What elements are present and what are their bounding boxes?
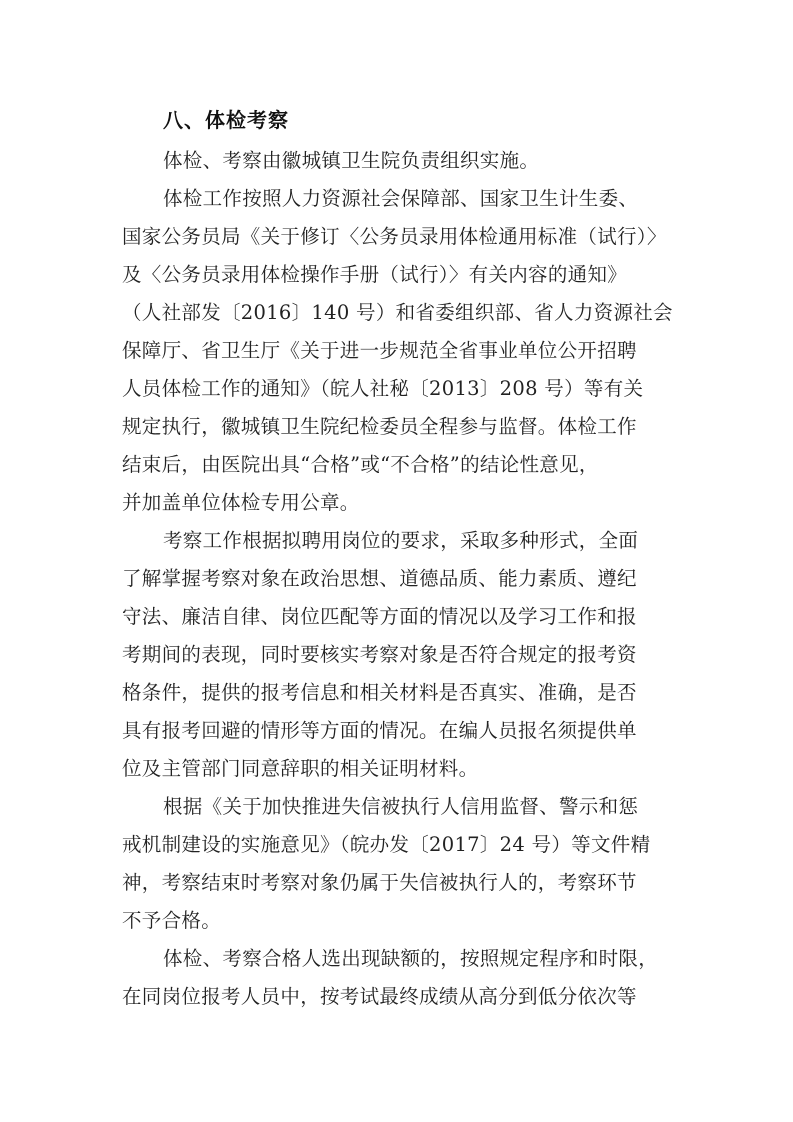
section-heading: 八、体检考察 xyxy=(163,108,289,132)
paragraph-line: 在同岗位报考人员中，按考试最终成绩从高分到低分依次等 xyxy=(122,985,637,1008)
paragraph-line: 位及主管部门同意辞职的相关证明材料。 xyxy=(122,757,479,780)
paragraph-line: 神，考察结束时考察对象仍属于失信被执行人的，考察环节 xyxy=(122,871,637,894)
paragraph-line: 了解掌握考察对象在政治思想、道德品质、能力素质、遵纪 xyxy=(122,567,637,590)
paragraph-line: 戒机制建设的实施意见》（皖办发〔2017〕24 号）等文件精 xyxy=(122,833,651,856)
paragraph-line: 体检、考察合格人选出现缺额的，按照规定程序和时限， xyxy=(163,947,659,970)
paragraph-line: 国家公务员局《关于修订〈公务员录用体检通用标准（试行）〉 xyxy=(122,225,667,248)
paragraph-line: 具有报考回避的情形等方面的情况。在编人员报名须提供单 xyxy=(122,719,637,742)
paragraph-line: 考察工作根据拟聘用岗位的要求，采取多种形式，全面 xyxy=(163,529,639,552)
paragraph-line: 不予合格。 xyxy=(122,909,222,932)
paragraph-line: 规定执行，徽城镇卫生院纪检委员全程参与监督。体检工作 xyxy=(122,415,637,438)
paragraph-line: 结束后，由医院出具“合格”或“不合格”的结论性意见， xyxy=(122,453,599,476)
paragraph-line: 并加盖单位体检专用公章。 xyxy=(122,491,360,514)
paragraph-line: 根据《关于加快推进失信被执行人信用监督、警示和惩 xyxy=(163,795,639,818)
paragraph-line: （人社部发〔2016〕140 号）和省委组织部、省人力资源社会 xyxy=(122,301,673,324)
paragraph-line: 体检、考察由徽城镇卫生院负责组织实施。 xyxy=(163,149,540,172)
paragraph-line: 考期间的表现，同时要核实考察对象是否符合规定的报考资 xyxy=(122,643,637,666)
paragraph-line: 格条件，提供的报考信息和相关材料是否真实、准确，是否 xyxy=(122,681,637,704)
paragraph-line: 体检工作按照人力资源社会保障部、国家卫生计生委、 xyxy=(163,187,639,210)
paragraph-line: 及〈公务员录用体检操作手册（试行）〉有关内容的通知》 xyxy=(122,263,628,286)
paragraph-line: 保障厅、省卫生厅《关于进一步规范全省事业单位公开招聘 xyxy=(122,339,637,362)
paragraph-line: 守法、廉洁自律、岗位匹配等方面的情况以及学习工作和报 xyxy=(122,605,637,628)
paragraph-line: 人员体检工作的通知》（皖人社秘〔2013〕208 号）等有关 xyxy=(122,377,644,400)
